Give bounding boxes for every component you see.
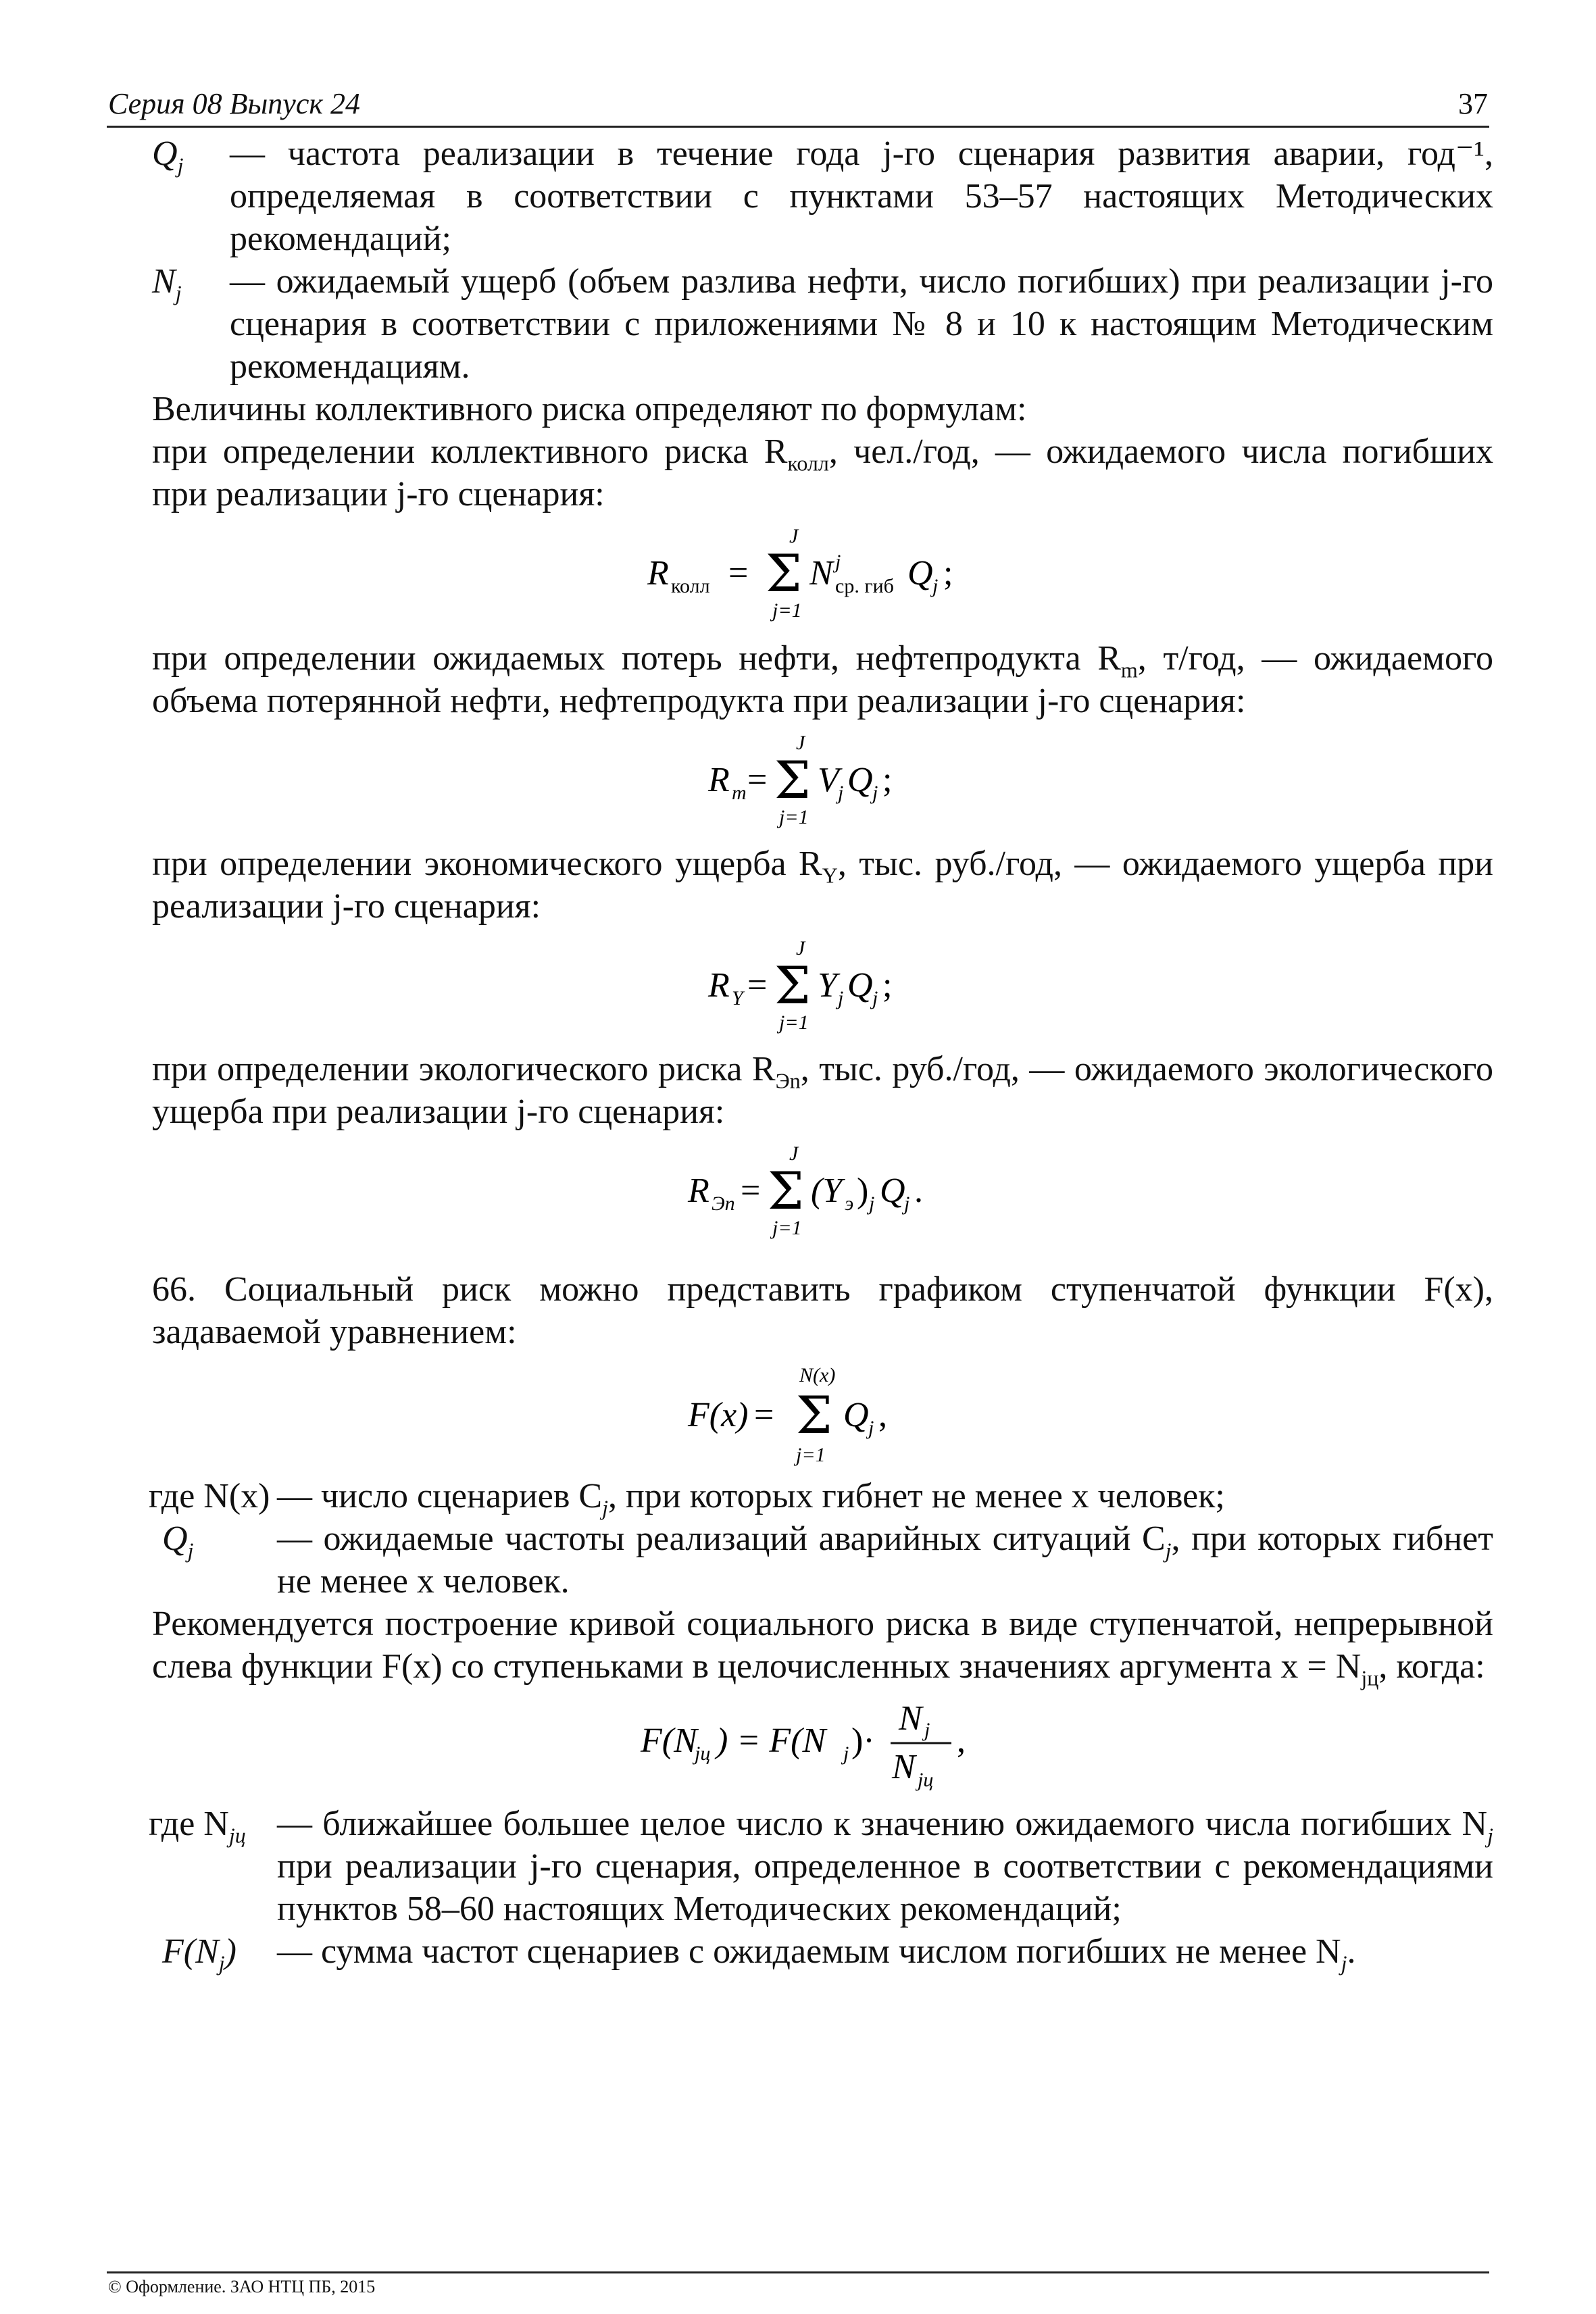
n-sup: j (834, 551, 841, 573)
sum-lower: j=1 (778, 806, 809, 828)
footer-rule (107, 2271, 1489, 2273)
equals: = (753, 1396, 774, 1434)
sum-sign: Σ (795, 1385, 832, 1445)
paragraph: при определении экологического риска $R_{Эn}$, тыс. руб./год, — ожидаемого экологического ущерба при реализации j-го сценария: (152, 1050, 1493, 1131)
q-symbol: Q (843, 1396, 869, 1434)
lhs-sub: Эn (711, 1192, 735, 1215)
punct: ; (882, 966, 892, 1005)
numerator-sub: j (924, 1719, 930, 1741)
lhs-sub: Y (731, 987, 743, 1009)
sum-lower: j=1 (772, 599, 802, 622)
sum-sign: Σ (774, 955, 811, 1015)
paragraph: 66. Социальный риск можно представить графиком ступенчатой функции F(x), задаваемой уравнением: (152, 1270, 1493, 1351)
formula-r-m (152, 729, 1493, 830)
definition-text: — число сценариев $C_j$, при которых гибнет не менее x человек; (277, 1477, 1225, 1520)
punct: . (914, 1172, 923, 1210)
lhs-sub: jц (694, 1742, 710, 1765)
q-symbol: Q (907, 554, 933, 593)
definition-symbol: где N(x) (149, 1477, 270, 1515)
y-symbol: (Y (810, 1172, 842, 1210)
numerator: N (898, 1699, 922, 1738)
punct: , (878, 1396, 887, 1434)
lhs-sub: колл (670, 575, 710, 597)
lhs: F(N (640, 1721, 697, 1760)
series-label: Серия 08 Выпуск 24 (108, 87, 360, 120)
header-rule (107, 126, 1489, 128)
paragraph: Рекомендуется построение кривой социального риска в виде ступенчатой, непрерывной слева функции F(x) со ступеньками в целочисленных значениях аргумента $x = N_{jц}$, когда: (152, 1605, 1493, 1690)
equals: = (747, 761, 767, 799)
q-sub: j (872, 782, 878, 804)
lhs: R (647, 554, 669, 593)
paragraph: при определении ожидаемых потерь нефти, нефтепродукта $R_m$, т/год, — ожидаемого объема потерянной нефти, нефтепродукта при реализации j-го сценария: (152, 639, 1493, 720)
sum-upper: N(x) (799, 1364, 835, 1386)
definition-text: — ближайшее большее целое число к значению ожидаемого числа погибших $N_j$ при реализации j-го сценария, определенное в соответствии с рекомендациями пунктов 58–60 настоящих Методических рекомендаций; (277, 1805, 1493, 1928)
lhs-sub: m (731, 782, 747, 804)
sum-sign: Σ (774, 750, 811, 810)
lhs: R (707, 761, 730, 799)
n-symbol: N (809, 554, 833, 593)
definition-symbol: $F(N_j)$ (162, 1932, 236, 1976)
sum-lower: j=1 (772, 1217, 802, 1239)
punct: , (956, 1721, 966, 1760)
sum-sign: Σ (765, 543, 802, 603)
v-sub: j (837, 782, 843, 804)
n-sub: ср. гиб (834, 575, 894, 597)
rhs: ) = F(N (716, 1721, 826, 1760)
definition-symbol: где $N_{jц}$ (149, 1805, 246, 1848)
paragraph: Величины коллективного риска определяют по формулам: (152, 390, 1027, 428)
paragraph: при определении коллективного риска $R_{колл}$, чел./год, — ожидаемого числа погибших при реализации j-го сценария: (152, 432, 1493, 513)
definition-fnj (149, 1930, 1493, 1976)
definition-text: — ожидаемый ущерб (объем разлива нефти, число погибших) при реализации j-го сценария в соответствии с приложениями № 8 и 10 к настоящим Методическим рекомендациям. (230, 262, 1493, 386)
equals: = (740, 1172, 760, 1210)
formula-f-njc (152, 1694, 1493, 1796)
q-symbol: Q (847, 761, 873, 799)
lhs: F(x) (687, 1396, 748, 1434)
q-sub: j (903, 1192, 909, 1215)
v-symbol: V (817, 761, 839, 799)
punct: ; (943, 554, 953, 593)
sum-upper: J (795, 937, 805, 959)
paren-sub: j (868, 1192, 874, 1215)
definition-nx (149, 1475, 1493, 1520)
sum-upper: J (789, 525, 798, 547)
definition-symbol: $N_j$ (152, 262, 182, 305)
definition-qj-2 (149, 1517, 1493, 1603)
formula-r-en (152, 1140, 1493, 1241)
sum-upper: J (789, 1142, 798, 1165)
q-sub: j (932, 575, 938, 597)
sum-lower: j=1 (778, 1011, 809, 1034)
lhs: R (687, 1172, 709, 1210)
y-sub: э (844, 1192, 853, 1215)
sum-upper: J (795, 732, 805, 754)
definition-text: — сумма частот сценариев с ожидаемым числом погибших не менее $N_j$. (277, 1932, 1356, 1976)
definition-text: — частота реализации в течение года j-го сценария развития аварии, год⁻¹, определяемая в соответствии с пунктами 53–57 настоящих Методических рекомендаций; (230, 134, 1493, 258)
sum-sign: Σ (767, 1161, 804, 1221)
page-number: 37 (1458, 87, 1488, 120)
definition-njc (149, 1803, 1493, 1930)
denominator-sub: jц (917, 1769, 933, 1791)
rhs-close: )· (851, 1721, 875, 1760)
definition-symbol: $Q_j$ (162, 1519, 194, 1563)
paragraph: при определении экономического ущерба $R_Y$, тыс. руб./год, — ожидаемого ущерба при реализации j-го сценария: (152, 845, 1493, 926)
lhs: R (707, 966, 730, 1005)
formula-r-y (152, 934, 1493, 1036)
rhs-sub: j (843, 1742, 849, 1765)
denominator: N (891, 1748, 916, 1786)
definition-symbol: $Q_j$ (152, 134, 184, 178)
footer-copyright: © Оформление. ЗАО НТЦ ПБ, 2015 (108, 2277, 376, 2296)
y-sub: j (837, 987, 843, 1009)
q-sub: j (872, 987, 878, 1009)
formula-f-x (152, 1360, 1493, 1468)
page-body (149, 132, 1493, 1976)
definition-nj (152, 260, 1493, 388)
close-paren: ) (856, 1172, 868, 1210)
formula-r-koll (152, 522, 1493, 624)
q-symbol: Q (879, 1172, 905, 1210)
punct: ; (882, 761, 892, 799)
definition-qj (152, 132, 1493, 260)
y-symbol: Y (817, 966, 837, 1005)
equals: = (728, 554, 748, 593)
q-sub: j (868, 1417, 874, 1439)
equals: = (747, 966, 767, 1005)
sum-lower: j=1 (795, 1444, 826, 1466)
definition-text: — ожидаемые частоты реализаций аварийных ситуаций $C_j$, при которых гибнет не менее x человек. (277, 1519, 1493, 1601)
q-symbol: Q (847, 966, 873, 1005)
